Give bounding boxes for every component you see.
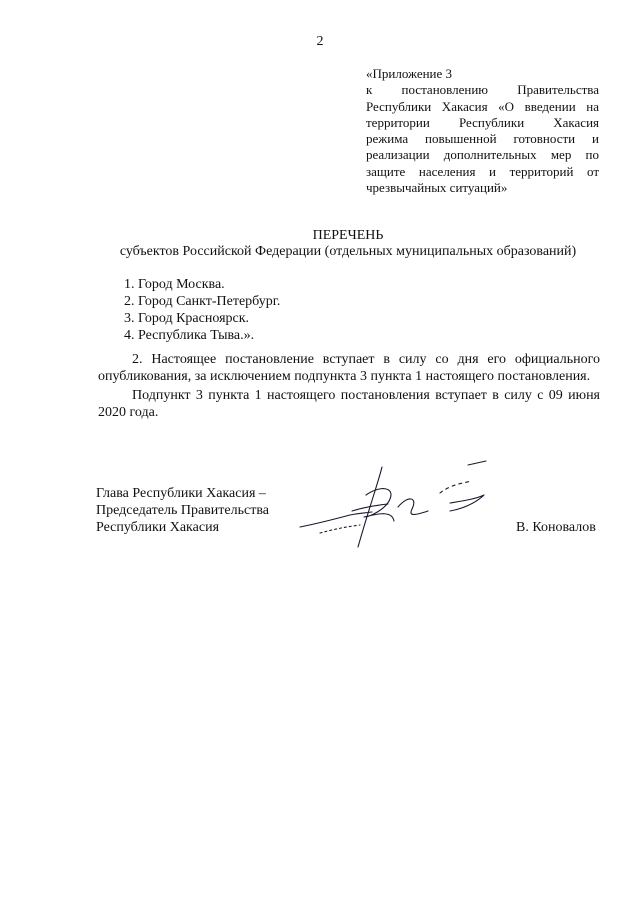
appendix-line: режима повышенной готовности и <box>366 131 599 147</box>
list-item: 2. Город Санкт-Петербург. <box>124 294 281 309</box>
paragraph-line: Подпункт 3 пункта 1 настоящего постановления вступает в силу с 09 июня <box>132 388 600 403</box>
appendix-header <box>366 66 599 196</box>
appendix-line: защите населения и территорий от <box>366 163 599 179</box>
paragraph-line: 2. Настоящее постановление вступает в силу со дня его официального <box>132 352 600 367</box>
appendix-line: «Приложение 3 <box>366 66 453 81</box>
page-number: 2 <box>316 34 324 49</box>
document-subtitle: субъектов Российской Федерации (отдельных муниципальных образований) <box>119 244 577 259</box>
subjects-list <box>124 276 280 344</box>
appendix-line: Республики Хакасия «О введении на <box>366 98 599 114</box>
signer-title-line: Председатель Правительства <box>96 503 269 518</box>
signer-title-line: Глава Республики Хакасия – <box>96 486 266 501</box>
paragraph-effective-date <box>98 351 600 385</box>
paragraph-subclause <box>98 387 600 421</box>
appendix-line: чрезвычайных ситуаций» <box>366 180 508 196</box>
paragraph-line: опубликования, за исключением подпункта 3 пункта 1 настоящего постановления. <box>98 369 591 384</box>
handwritten-signature <box>290 455 500 555</box>
list-item: 3. Город Красноярск. <box>124 311 250 326</box>
signer-title <box>96 485 269 536</box>
list-item: 1. Город Москва. <box>124 277 225 292</box>
appendix-line: реализации дополнительных мер по <box>366 147 599 163</box>
signer-name: В. Коновалов <box>516 520 596 535</box>
signer-title-line: Республики Хакасия <box>96 520 220 535</box>
appendix-line: территории Республики Хакасия <box>366 114 600 130</box>
document-title: ПЕРЕЧЕНЬ <box>312 228 384 243</box>
appendix-line: к постановлению Правительства <box>366 82 600 98</box>
list-item: 4. Республика Тыва.». <box>124 328 255 343</box>
paragraph-line: 2020 года. <box>98 405 159 420</box>
